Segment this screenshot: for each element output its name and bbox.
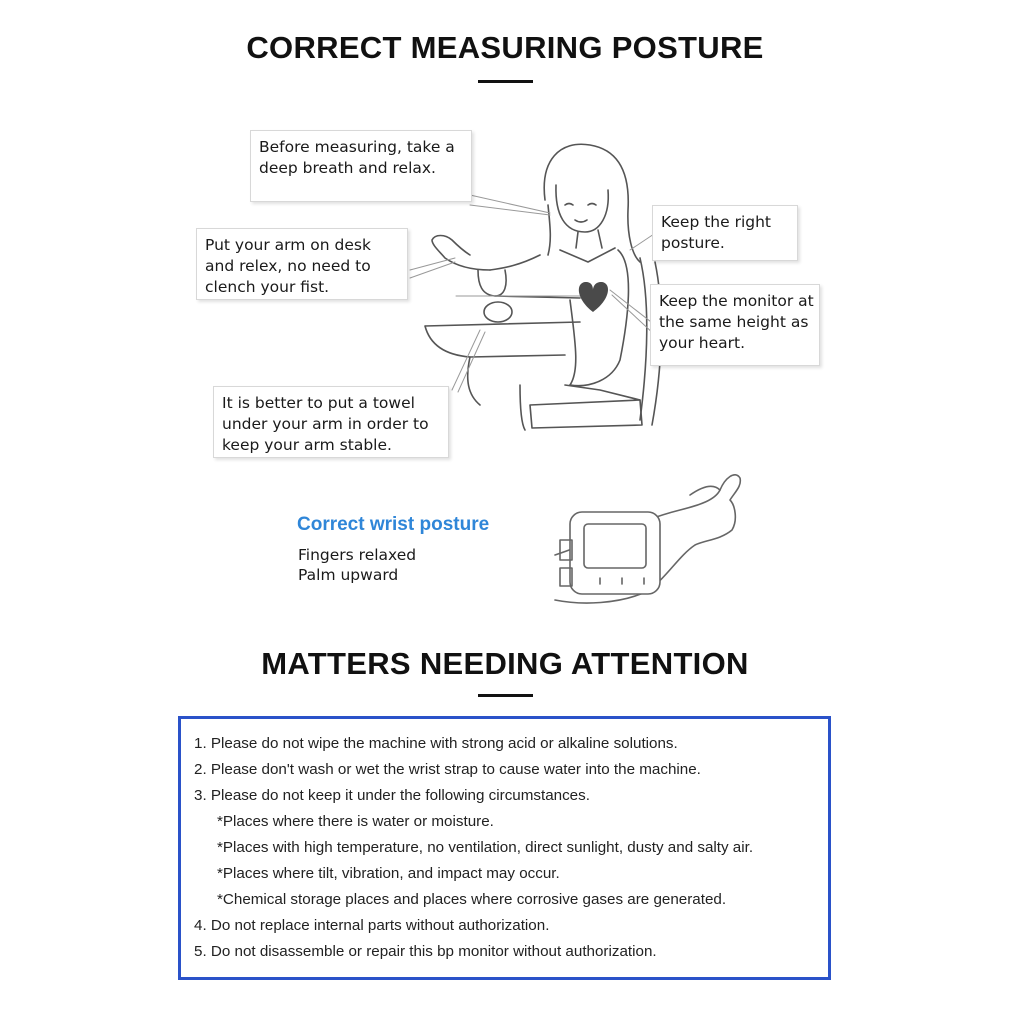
callout-text: posture.	[661, 234, 725, 252]
section-title-posture: CORRECT MEASURING POSTURE	[246, 30, 764, 65]
callout-breath	[250, 130, 472, 202]
woman-torso	[490, 250, 628, 386]
callout-text: and relex, no need to	[205, 257, 371, 275]
attention-item: 5. Do not disassemble or repair this bp monitor without authorization.	[194, 943, 657, 960]
woman-face	[556, 185, 608, 232]
wrist-posture-line: Fingers relaxed	[298, 546, 417, 564]
wrist-posture-line: Palm upward	[298, 566, 399, 584]
callout-posture	[652, 205, 798, 261]
callout-arm	[196, 228, 408, 300]
callout-towel	[213, 386, 449, 458]
callout-text: deep breath and relax.	[259, 159, 436, 177]
attention-item: 3. Please do not keep it under the following circumstances.	[194, 787, 590, 804]
callout-text: your heart.	[659, 334, 746, 352]
heart-icon	[579, 282, 608, 312]
desk	[425, 322, 580, 357]
attention-subitem: *Chemical storage places and places where corrosive gases are generated.	[217, 891, 727, 908]
attention-item: 1. Please do not wipe the machine with strong acid or alkaline solutions.	[194, 735, 678, 752]
callout-text: the same height as	[659, 313, 809, 331]
raised-arm	[432, 236, 490, 271]
attention-subitem: *Places where tilt, vibration, and impact may occur.	[217, 865, 560, 882]
title-underline	[478, 694, 533, 697]
callout-text: Keep the right	[661, 213, 772, 231]
callout-text: under your arm in order to	[222, 415, 429, 433]
attention-item: 2. Please don't wash or wet the wrist strap to cause water into the machine.	[194, 761, 701, 778]
callout-text: Keep the monitor at	[659, 292, 814, 310]
callout-text: Put your arm on desk	[205, 236, 371, 254]
attention-subitem: *Places with high temperature, no ventilation, direct sunlight, dusty and salty air.	[217, 839, 754, 856]
callout-text: It is better to put a towel	[222, 394, 415, 412]
attention-subitem: *Places where there is water or moisture.	[217, 813, 494, 830]
section-title-attention: MATTERS NEEDING ATTENTION	[261, 646, 749, 681]
callout-text: Before measuring, take a	[259, 138, 455, 156]
wrist-posture-title: Correct wrist posture	[297, 514, 490, 535]
arm-cuff	[478, 270, 506, 296]
callout-text: clench your fist.	[205, 278, 330, 296]
chair-seat	[530, 400, 642, 428]
attention-item: 4. Do not replace internal parts without authorization.	[194, 917, 550, 934]
callout-height	[650, 284, 820, 366]
callout-text: keep your arm stable.	[222, 436, 392, 454]
